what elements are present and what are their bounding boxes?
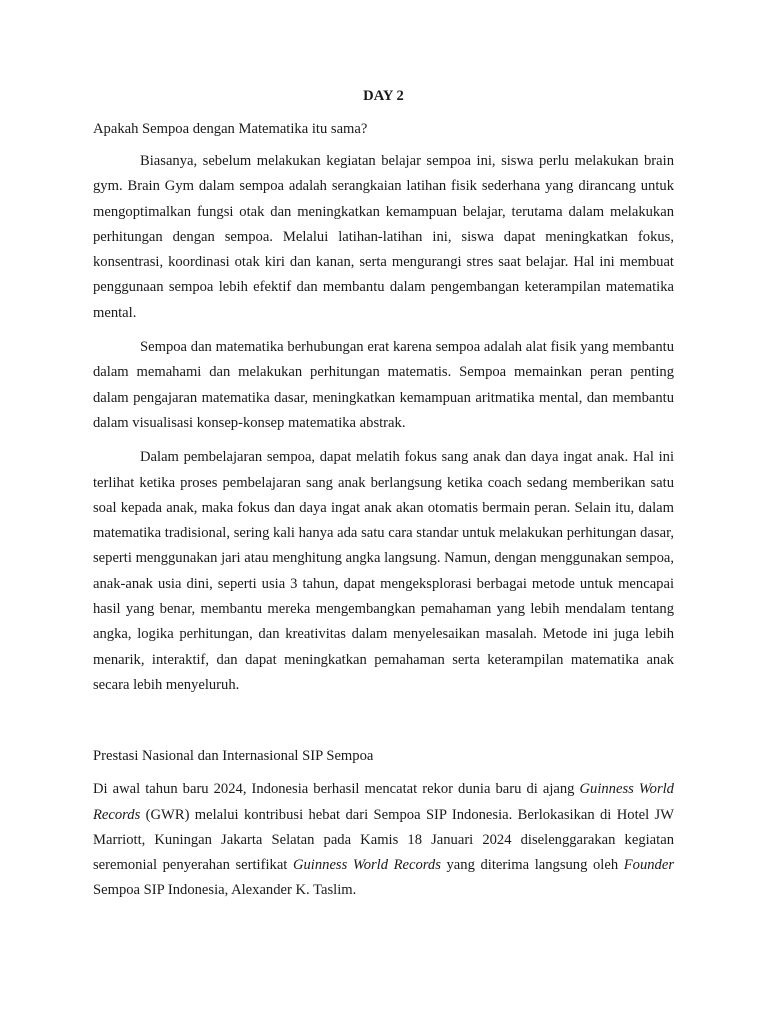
paragraph-guinness-text-3: yang diterima langsung oleh: [440, 857, 624, 874]
paragraph-guinness-text-4: Sempoa SIP Indonesia, Alexander K. Taslim.: [93, 882, 357, 899]
paragraph-brain-gym: Biasanya, sebelum melakukan kegiatan belajar sempoa ini, siswa perlu melakukan brain gym. Brain Gym dalam sempoa adalah serangkaian latihan fisik sederhana yang dirancang untuk mengoptimalkan fungsi otak dan meningkatkan kemampuan belajar, terutama dalam melakukan perhitungan dengan sempoa. Melalui latihan-latihan ini, siswa dapat meningkatkan fokus, konsentrasi, koordinasi otak kiri dan kanan, serta mengurangi stres saat belajar. Hal ini membuat penggunaan sempoa lebih efektif dan membantu dalam pengembangan keterampilan matematika mental.: [93, 153, 674, 321]
paragraph-guinness-italic-1: Guinness World Records: [93, 781, 674, 823]
paragraph-sempoa-matematika: Sempoa dan matematika berhubungan erat karena sempoa adalah alat fisik yang membantu dalam memahami dan melakukan perhitungan matematis. Sempoa memainkan peran penting dalam pengajaran matematika dasar, meningkatkan kemampuan aritmatika mental, dan membantu dalam visualisasi konsep-konsep matematika abstrak.: [93, 339, 674, 431]
paragraph-guinness-text-2: (GWR) melalui kontribusi hebat dari Sempoa SIP Indonesia. Berlokasikan di Hotel JW Marriott, Kuningan Jakarta Selatan pada Kamis 18 Januari 2024 diselenggarakan kegiatan seremonial penyerahan sertifikat: [93, 806, 674, 874]
paragraph-guinness-italic-2: Guinness World Records: [292, 857, 441, 874]
section-heading-prestasi: Prestasi Nasional dan Internasional SIP Sempoa: [93, 748, 374, 765]
paragraph-guinness: [93, 777, 674, 903]
document-page: [93, 86, 674, 904]
page-title: DAY 2: [363, 88, 404, 104]
paragraph-guinness-text-1: Di awal tahun baru 2024, Indonesia berhasil mencatat rekor dunia baru di ajang: [93, 781, 580, 798]
paragraph-guinness-italic-3: Founder: [623, 857, 674, 874]
question-heading: Apakah Sempoa dengan Matematika itu sama?: [93, 121, 368, 137]
paragraph-pembelajaran: Dalam pembelajaran sempoa, dapat melatih fokus sang anak dan daya ingat anak. Hal ini terlihat ketika proses pembelajaran sang anak berlangsung ketika coach sedang memberikan satu soal kepada anak, maka fokus dan daya ingat anak akan otomatis bermain peran. Selain itu, dalam matematika tradisional, sering kali hanya ada satu cara standar untuk melakukan perhitungan dasar, seperti menggunakan jari atau menghitung angka langsung. Namun, dengan menggunakan sempoa, anak-anak usia dini, seperti usia 3 tahun, dapat mengeksplorasi berbagai metode untuk mencapai hasil yang benar, membantu mereka mengembangkan pemahaman yang lebih mendalam tentang angka, logika perhitungan, dan kreativitas dalam menyelesaikan masalah. Metode ini juga lebih menarik, interaktif, dan dapat meningkatkan pemahaman serta keterampilan matematika anak secara lebih menyeluruh.: [93, 449, 674, 693]
